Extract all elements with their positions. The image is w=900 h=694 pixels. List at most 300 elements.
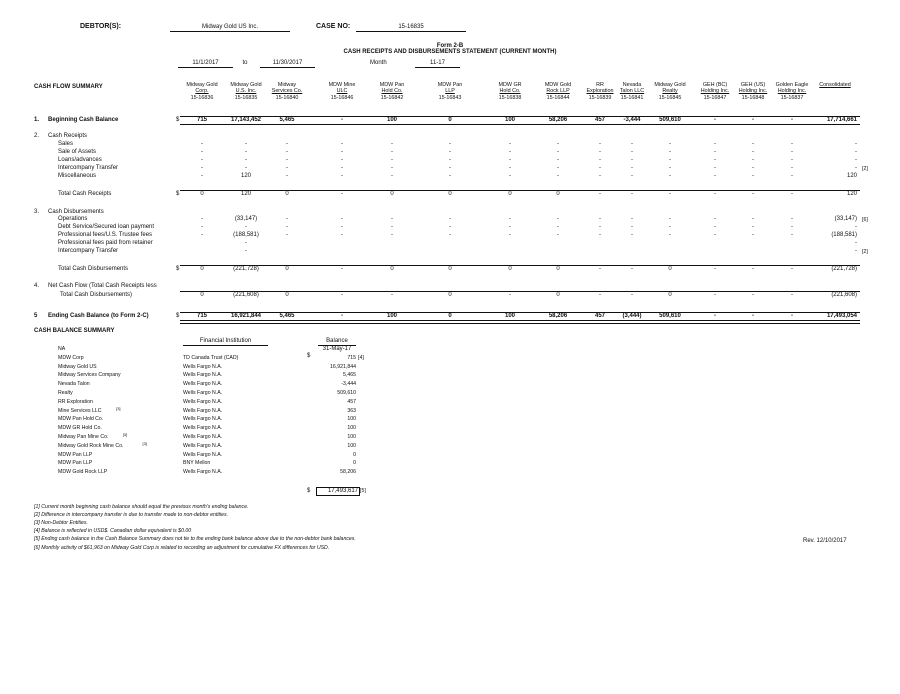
table-cell: 5,465 bbox=[279, 117, 295, 123]
column-header bbox=[731, 82, 775, 101]
table-cell: 0 bbox=[285, 292, 289, 298]
column-header-name: GEH (BC) bbox=[702, 82, 728, 88]
table-cell: - bbox=[752, 313, 754, 319]
row-note: [6] bbox=[862, 217, 868, 223]
column-header-case: 15-16839 bbox=[588, 94, 612, 101]
table-cell: - bbox=[631, 141, 633, 147]
balance-institution: TD Canada Trust (CAD) bbox=[183, 354, 239, 361]
table-cell: - bbox=[245, 157, 247, 163]
column-header-case: 15-16840 bbox=[275, 94, 299, 101]
row-rule bbox=[180, 265, 860, 266]
balance-amount: -3,444 bbox=[341, 381, 356, 388]
balance-entity: Nevada Talon bbox=[58, 381, 90, 388]
table-cell: 0 bbox=[200, 191, 204, 197]
period-end: 11/30/2017 bbox=[260, 60, 315, 68]
footnote: [2] Difference in intercompany transfer is due to transfer made to non-debtor entities. bbox=[34, 512, 229, 519]
column-header-case: 15-16845 bbox=[658, 94, 682, 101]
dollar-sign: $ bbox=[176, 117, 180, 123]
balance-entity: MDW Pan LLP bbox=[58, 451, 93, 458]
table-cell: - bbox=[791, 173, 793, 179]
table-cell: - bbox=[245, 240, 247, 246]
balance-entity: MDW GR Hold Co. bbox=[58, 425, 102, 432]
column-header bbox=[224, 82, 268, 101]
table-cell: 0 bbox=[668, 292, 672, 298]
balance-amount: 100 bbox=[347, 434, 356, 440]
table-cell: - bbox=[714, 266, 716, 272]
table-cell: - bbox=[341, 165, 343, 171]
table-cell: - bbox=[509, 216, 511, 222]
row-label: Intercompany Transfer bbox=[58, 165, 119, 171]
table-cell: - bbox=[752, 165, 754, 171]
balance-amount: 509,610 bbox=[337, 390, 356, 396]
column-header-entity: Hold Co. bbox=[499, 88, 521, 95]
cash-balance-summary-title: CASH BALANCE SUMMARY bbox=[34, 328, 115, 334]
table-cell: - bbox=[245, 224, 247, 230]
table-cell: - bbox=[509, 224, 511, 230]
column-header-entity: Holding Inc. bbox=[700, 88, 730, 95]
table-cell: 715 bbox=[196, 313, 207, 319]
table-cell: - bbox=[714, 224, 716, 230]
table-cell: - bbox=[752, 266, 754, 272]
row-number: 1. bbox=[34, 117, 40, 123]
table-cell: - bbox=[791, 266, 793, 272]
table-cell: - bbox=[791, 232, 793, 238]
table-cell: 120 bbox=[846, 173, 857, 179]
table-cell: - bbox=[245, 165, 247, 171]
balance-institution: Wells Fargo N.A. bbox=[183, 407, 223, 414]
balance-institution: Wells Fargo N.A. bbox=[183, 372, 223, 379]
table-cell: - bbox=[714, 117, 716, 123]
table-cell: - bbox=[391, 141, 393, 147]
row-underline bbox=[180, 124, 860, 125]
table-cell: - bbox=[245, 141, 247, 147]
debtor-value: Midway Gold US Inc. bbox=[170, 24, 290, 32]
balance-entity: NA bbox=[58, 346, 66, 352]
table-cell: (221,608) bbox=[831, 292, 857, 298]
column-header-case: 15-16848 bbox=[741, 94, 765, 101]
table-cell: - bbox=[669, 165, 671, 171]
balance-entity: RR Exploration bbox=[58, 398, 93, 405]
month-label: Month bbox=[370, 60, 387, 66]
table-cell: - bbox=[341, 173, 343, 179]
table-cell: 0 bbox=[556, 266, 560, 272]
table-cell: - bbox=[341, 117, 343, 123]
table-cell: - bbox=[201, 157, 203, 163]
balance-header: Balance bbox=[318, 338, 356, 346]
table-cell: - bbox=[714, 232, 716, 238]
balance-institution: Wells Fargo N.A. bbox=[183, 434, 223, 440]
row-note: [2] bbox=[862, 166, 868, 172]
table-cell: - bbox=[599, 157, 601, 163]
column-header-name: MDW Pan bbox=[437, 82, 463, 88]
column-header-name: Midway Gold bbox=[186, 82, 218, 88]
table-cell: - bbox=[341, 149, 343, 155]
table-cell: - bbox=[669, 224, 671, 230]
table-cell: 509,610 bbox=[659, 117, 681, 123]
table-cell: 17,714,661 bbox=[826, 117, 857, 123]
table-cell: - bbox=[631, 173, 633, 179]
row-number: 2. bbox=[34, 133, 40, 139]
table-cell: - bbox=[391, 232, 393, 238]
table-cell: - bbox=[791, 216, 793, 222]
balance-institution: Wells Fargo N.A. bbox=[183, 469, 223, 476]
row-label: Total Cash Disbursements bbox=[58, 266, 129, 272]
table-cell: - bbox=[752, 292, 754, 298]
table-cell: - bbox=[341, 292, 343, 298]
table-cell: - bbox=[631, 292, 633, 298]
dollar-sign: $ bbox=[176, 191, 180, 197]
table-cell: (3,444) bbox=[622, 313, 642, 319]
row-number: 4. bbox=[34, 283, 40, 289]
table-cell: - bbox=[631, 216, 633, 222]
table-cell: - bbox=[391, 149, 393, 155]
table-cell: - bbox=[631, 165, 633, 171]
table-cell: - bbox=[714, 216, 716, 222]
table-cell: - bbox=[752, 224, 754, 230]
column-header-entity: Holding Inc. bbox=[738, 88, 768, 95]
column-header-entity: Consolidated bbox=[819, 82, 851, 88]
table-cell: 715 bbox=[196, 117, 207, 123]
row-label: Intercompany Transfer bbox=[58, 248, 119, 254]
table-cell: - bbox=[752, 117, 754, 123]
balance-entity: MDW Corp bbox=[58, 354, 84, 361]
table-cell: 120 bbox=[240, 191, 251, 197]
table-cell: - bbox=[341, 157, 343, 163]
table-cell: - bbox=[855, 248, 857, 254]
balance-amount: 363 bbox=[347, 407, 356, 414]
row-label: Sale of Assets bbox=[58, 149, 97, 155]
column-header-name: Midway Gold bbox=[654, 82, 686, 88]
case-value: 15-16835 bbox=[356, 24, 466, 32]
table-cell: 0 bbox=[668, 266, 672, 272]
revision-date: Rev. 12/10/2017 bbox=[803, 538, 847, 544]
table-cell: - bbox=[669, 149, 671, 155]
table-cell: - bbox=[599, 191, 601, 197]
balance-institution: Wells Fargo N.A. bbox=[183, 363, 223, 370]
table-cell: - bbox=[449, 149, 451, 155]
table-cell: - bbox=[286, 157, 288, 163]
row-number: 5 bbox=[34, 313, 38, 319]
column-header bbox=[320, 82, 364, 101]
table-cell: (221,608) bbox=[233, 292, 259, 298]
table-cell: 0 bbox=[448, 292, 452, 298]
balance-amount: 100 bbox=[347, 442, 356, 449]
table-cell: - bbox=[714, 292, 716, 298]
table-cell: - bbox=[341, 191, 343, 197]
table-cell: - bbox=[599, 173, 601, 179]
table-cell: - bbox=[391, 165, 393, 171]
table-cell: - bbox=[509, 232, 511, 238]
column-header-name: MDW GR bbox=[498, 82, 522, 88]
balance-entity: Midway Gold Rock Mine Co. bbox=[58, 442, 124, 449]
column-header bbox=[265, 82, 309, 101]
table-cell: - bbox=[557, 141, 559, 147]
balance-entity: Midway Pan Mine Co. bbox=[58, 434, 109, 440]
table-cell: - bbox=[201, 165, 203, 171]
table-cell: - bbox=[714, 149, 716, 155]
table-cell: - bbox=[752, 149, 754, 155]
column-header-name: RR bbox=[596, 82, 604, 88]
table-cell: - bbox=[599, 292, 601, 298]
row-label: Professional fees paid from retainer bbox=[58, 240, 153, 246]
table-cell: - bbox=[669, 141, 671, 147]
table-cell: - bbox=[449, 141, 451, 147]
column-header-case: 15-16835 bbox=[234, 94, 258, 101]
balance-institution: Wells Fargo N.A. bbox=[183, 398, 223, 405]
table-cell: - bbox=[286, 149, 288, 155]
balance-entity: Mine Services LLC bbox=[58, 407, 102, 414]
table-cell: - bbox=[752, 232, 754, 238]
table-cell: - bbox=[286, 216, 288, 222]
column-header-case: 15-16841 bbox=[620, 94, 644, 101]
table-cell: - bbox=[391, 173, 393, 179]
row-underline bbox=[180, 320, 860, 321]
footnote: [4] Balance is reflected in USD$. Canadian dollar equivalent is $0.00 bbox=[34, 528, 192, 535]
table-cell: 100 bbox=[504, 313, 515, 319]
dollar-sign: $ bbox=[176, 313, 180, 319]
row-rule bbox=[180, 312, 860, 313]
table-cell: 5,465 bbox=[279, 313, 295, 319]
case-label: CASE NO: bbox=[316, 23, 351, 30]
balance-amount: 58,206 bbox=[340, 469, 356, 476]
table-cell: - bbox=[669, 173, 671, 179]
row-note: [2] bbox=[862, 249, 868, 255]
row-number: 3. bbox=[34, 209, 40, 215]
column-header-entity: Talon LLC bbox=[619, 88, 645, 95]
table-cell: - bbox=[599, 266, 601, 272]
row-rule bbox=[180, 190, 860, 191]
statement-title: CASH RECEIPTS AND DISBURSEMENTS STATEMENT (CURRENT MONTH) bbox=[343, 49, 557, 55]
table-cell: 0 bbox=[200, 292, 204, 298]
column-header bbox=[488, 82, 532, 101]
table-cell: 457 bbox=[594, 117, 605, 123]
table-cell: - bbox=[791, 292, 793, 298]
table-cell: (33,147) bbox=[834, 216, 857, 222]
table-cell: - bbox=[752, 173, 754, 179]
table-cell: - bbox=[557, 165, 559, 171]
row-label: Cash Receipts bbox=[48, 133, 88, 139]
table-cell: 58,206 bbox=[548, 313, 568, 319]
column-header-case: 15-16836 bbox=[190, 94, 214, 101]
table-cell: - bbox=[599, 224, 601, 230]
column-header bbox=[648, 82, 692, 101]
column-header-case: 15-16847 bbox=[703, 94, 727, 101]
table-cell: 17,493,054 bbox=[826, 313, 857, 319]
table-cell: - bbox=[631, 191, 633, 197]
table-cell: 0 bbox=[390, 266, 394, 272]
column-header bbox=[428, 82, 472, 101]
table-cell: - bbox=[631, 266, 633, 272]
balance-entity-note: [3] bbox=[142, 440, 147, 446]
table-cell: - bbox=[509, 149, 511, 155]
balance-entity-note: [3] bbox=[122, 432, 128, 437]
table-cell: - bbox=[509, 141, 511, 147]
table-cell: - bbox=[449, 216, 451, 222]
column-header-case: 15-16843 bbox=[438, 94, 462, 101]
column-header-entity: U.S. Inc. bbox=[235, 88, 257, 95]
table-cell: - bbox=[245, 248, 247, 254]
form-id: Form 2-B bbox=[436, 43, 464, 49]
table-cell: - bbox=[509, 157, 511, 163]
table-cell: - bbox=[341, 141, 343, 147]
table-cell: (188,581) bbox=[233, 232, 259, 238]
table-cell: - bbox=[391, 292, 393, 298]
balance-entity-note: [3] bbox=[116, 405, 121, 411]
table-cell: - bbox=[449, 157, 451, 163]
balance-amount: 100 bbox=[347, 416, 356, 423]
column-header-name: Golden Eagle bbox=[775, 82, 809, 88]
table-cell: - bbox=[449, 232, 451, 238]
period-start: 11/1/2017 bbox=[178, 60, 233, 68]
table-cell: - bbox=[855, 157, 857, 163]
table-cell: - bbox=[631, 232, 633, 238]
table-cell: - bbox=[791, 165, 793, 171]
table-cell: - bbox=[855, 240, 857, 246]
table-cell: 0 bbox=[285, 191, 289, 197]
table-cell: 0 bbox=[448, 266, 452, 272]
balance-entity: Midway Gold US bbox=[58, 363, 97, 370]
balance-amount: 0 bbox=[353, 460, 356, 467]
balance-entity: Midway Services Company bbox=[58, 372, 121, 379]
table-cell: - bbox=[752, 157, 754, 163]
table-cell: - bbox=[599, 165, 601, 171]
column-header-name: MDW Gold bbox=[544, 82, 572, 88]
table-cell: - bbox=[631, 149, 633, 155]
table-cell: - bbox=[391, 216, 393, 222]
balance-amount: 16,921,844 bbox=[330, 363, 356, 370]
balance-amount: 0 bbox=[353, 451, 356, 458]
table-cell: - bbox=[599, 149, 601, 155]
table-cell: - bbox=[557, 173, 559, 179]
table-cell: - bbox=[201, 149, 203, 155]
column-header-entity: Corp. bbox=[195, 88, 209, 95]
table-cell: 457 bbox=[594, 313, 605, 319]
column-header-case: 15-16837 bbox=[780, 94, 804, 101]
balance-dollar-sign: $ bbox=[307, 353, 311, 359]
column-header-entity: Services Co. bbox=[271, 88, 303, 95]
table-cell: - bbox=[714, 191, 716, 197]
table-cell: - bbox=[631, 224, 633, 230]
row-label: Miscellaneous bbox=[58, 173, 97, 179]
footnote: [3] Non-Debtor Entities. bbox=[34, 520, 88, 527]
row-label: Beginning Cash Balance bbox=[48, 117, 119, 123]
table-cell: - bbox=[286, 165, 288, 171]
table-cell: - bbox=[509, 292, 511, 298]
table-cell: - bbox=[669, 191, 671, 197]
table-cell: (221,728) bbox=[233, 266, 259, 272]
table-cell: - bbox=[341, 224, 343, 230]
table-cell: - bbox=[509, 173, 511, 179]
column-header-entity: Hold Co. bbox=[381, 88, 403, 95]
table-cell: - bbox=[449, 224, 451, 230]
table-cell: - bbox=[201, 216, 203, 222]
balance-institution: BNY Mellon bbox=[183, 460, 211, 467]
table-cell: - bbox=[669, 216, 671, 222]
table-cell: 0 bbox=[200, 266, 204, 272]
table-cell: - bbox=[449, 173, 451, 179]
row-label-continued: Total Cash Disbursements) bbox=[60, 292, 133, 298]
balance-total: 17,493,617 bbox=[316, 487, 360, 496]
table-cell: - bbox=[341, 216, 343, 222]
footnote: [5] Ending cash balance in the Cash Balance Summary does not tie to the ending bank balance above due to the non-debtor bank balances. bbox=[34, 536, 356, 543]
table-cell: - bbox=[791, 224, 793, 230]
table-cell: - bbox=[201, 173, 203, 179]
table-cell: - bbox=[791, 149, 793, 155]
table-cell: - bbox=[714, 157, 716, 163]
table-cell: - bbox=[855, 149, 857, 155]
table-cell: - bbox=[557, 232, 559, 238]
column-header-case: 15-16838 bbox=[498, 94, 522, 101]
column-header-name: MDW Pan bbox=[379, 82, 405, 88]
column-header-entity: Exploration bbox=[586, 88, 614, 95]
table-cell: - bbox=[791, 191, 793, 197]
row-rule bbox=[180, 291, 860, 292]
table-cell: 509,610 bbox=[659, 313, 681, 319]
table-cell: - bbox=[341, 232, 343, 238]
table-cell: - bbox=[449, 165, 451, 171]
table-cell: - bbox=[599, 141, 601, 147]
row-label: Operations bbox=[58, 216, 88, 222]
table-cell: 0 bbox=[285, 266, 289, 272]
column-header-entity: Rock LLP bbox=[546, 88, 570, 95]
column-header-entity: LLP bbox=[445, 88, 455, 95]
table-cell: 120 bbox=[846, 191, 857, 197]
table-cell: - bbox=[669, 157, 671, 163]
table-cell: - bbox=[714, 165, 716, 171]
column-header-name: GEH (US) bbox=[740, 82, 766, 88]
table-cell: 0 bbox=[508, 191, 512, 197]
table-cell: - bbox=[855, 141, 857, 147]
row-label: Sales bbox=[58, 141, 74, 147]
table-cell: - bbox=[201, 232, 203, 238]
table-cell: - bbox=[791, 141, 793, 147]
column-header-name: Midway bbox=[277, 82, 297, 88]
balance-institution: Wells Fargo N.A. bbox=[183, 451, 223, 458]
footnote: [6] Monthly activity of $61,963 on Midway Gold Corp is related to recording an adjustment for cumulative FX differences for USD. bbox=[34, 544, 330, 551]
table-cell: - bbox=[557, 149, 559, 155]
balance-institution: Wells Fargo N.A. bbox=[183, 390, 223, 396]
balance-date: 31-May-17 bbox=[322, 346, 352, 352]
table-cell: 16,921,844 bbox=[230, 313, 262, 319]
row-label: Cash Disbursements bbox=[48, 209, 104, 215]
table-cell: - bbox=[557, 224, 559, 230]
balance-entity: MDW Pan Hold Co. bbox=[58, 416, 104, 423]
table-cell: - bbox=[599, 232, 601, 238]
table-cell: - bbox=[557, 216, 559, 222]
table-cell: - bbox=[791, 157, 793, 163]
table-cell: (33,147) bbox=[234, 216, 258, 222]
table-cell: (188,581) bbox=[831, 232, 857, 238]
table-cell: 120 bbox=[240, 173, 251, 179]
table-cell: - bbox=[557, 157, 559, 163]
column-header bbox=[536, 82, 580, 101]
column-header-case: 15-16846 bbox=[330, 94, 354, 101]
balance-entity: Realty bbox=[58, 390, 73, 396]
table-cell: - bbox=[391, 224, 393, 230]
column-header-name: Midway Gold bbox=[230, 82, 262, 88]
table-cell: -3,444 bbox=[623, 117, 641, 123]
table-cell: - bbox=[201, 141, 203, 147]
balance-amount-note: [4] bbox=[358, 354, 364, 361]
table-cell: - bbox=[752, 216, 754, 222]
column-header-name: MDW Mine bbox=[328, 82, 356, 88]
table-cell: 100 bbox=[386, 313, 397, 319]
balance-institution: Wells Fargo N.A. bbox=[183, 442, 223, 449]
table-cell: - bbox=[286, 232, 288, 238]
table-cell: 0 bbox=[390, 191, 394, 197]
table-cell: - bbox=[599, 216, 601, 222]
row-label: Loans/advances bbox=[58, 157, 102, 163]
